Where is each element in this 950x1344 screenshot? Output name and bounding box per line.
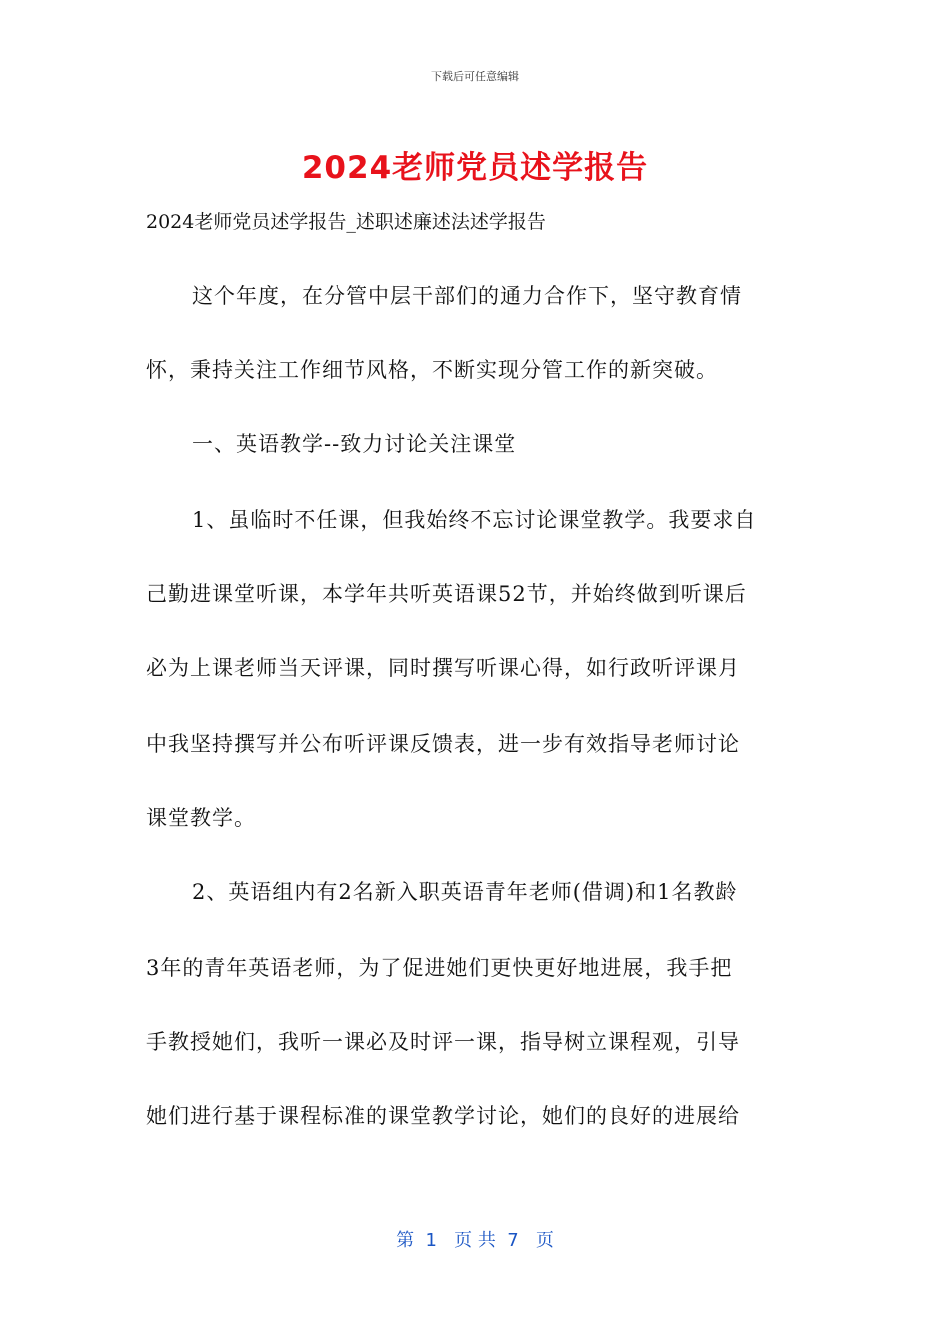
document-subtitle: 2024老师党员述学报告_述职述廉述法述学报告	[146, 211, 546, 233]
paragraph-line: 这个年度，在分管中层干部们的通力合作下，坚守教育情	[192, 284, 742, 308]
page-footer: 第 1 页 共 7 页	[396, 1230, 554, 1251]
paragraph-line: 怀，秉持关注工作细节风格，不断实现分管工作的新突破。	[146, 358, 718, 382]
paragraph-line: 必为上课老师当天评课，同时撰写听课心得，如行政听评课月	[146, 656, 740, 680]
paragraph-line: 中我坚持撰写并公布听评课反馈表，进一步有效指导老师讨论	[146, 732, 740, 756]
paragraph-line: 手教授她们，我听一课必及时评一课，指导树立课程观，引导	[146, 1030, 740, 1054]
document-title: 2024老师党员述学报告	[301, 150, 649, 186]
paragraph-line: 1、虽临时不任课，但我始终不忘讨论课堂教学。我要求自	[192, 508, 757, 532]
header-note: 下载后可任意编辑	[431, 70, 519, 83]
section-heading: 一、英语教学--致力讨论关注课堂	[192, 432, 517, 456]
paragraph-line: 她们进行基于课程标准的课堂教学讨论，她们的良好的进展给	[146, 1104, 740, 1128]
paragraph-line: 己勤进课堂听课，本学年共听英语课52节，并始终做到听课后	[146, 582, 747, 606]
paragraph-line: 课堂教学。	[146, 806, 256, 830]
paragraph-line: 2、英语组内有2名新入职英语青年老师(借调)和1名教龄	[192, 880, 738, 904]
paragraph-line: 3年的青年英语老师，为了促进她们更快更好地进展，我手把	[146, 956, 733, 980]
